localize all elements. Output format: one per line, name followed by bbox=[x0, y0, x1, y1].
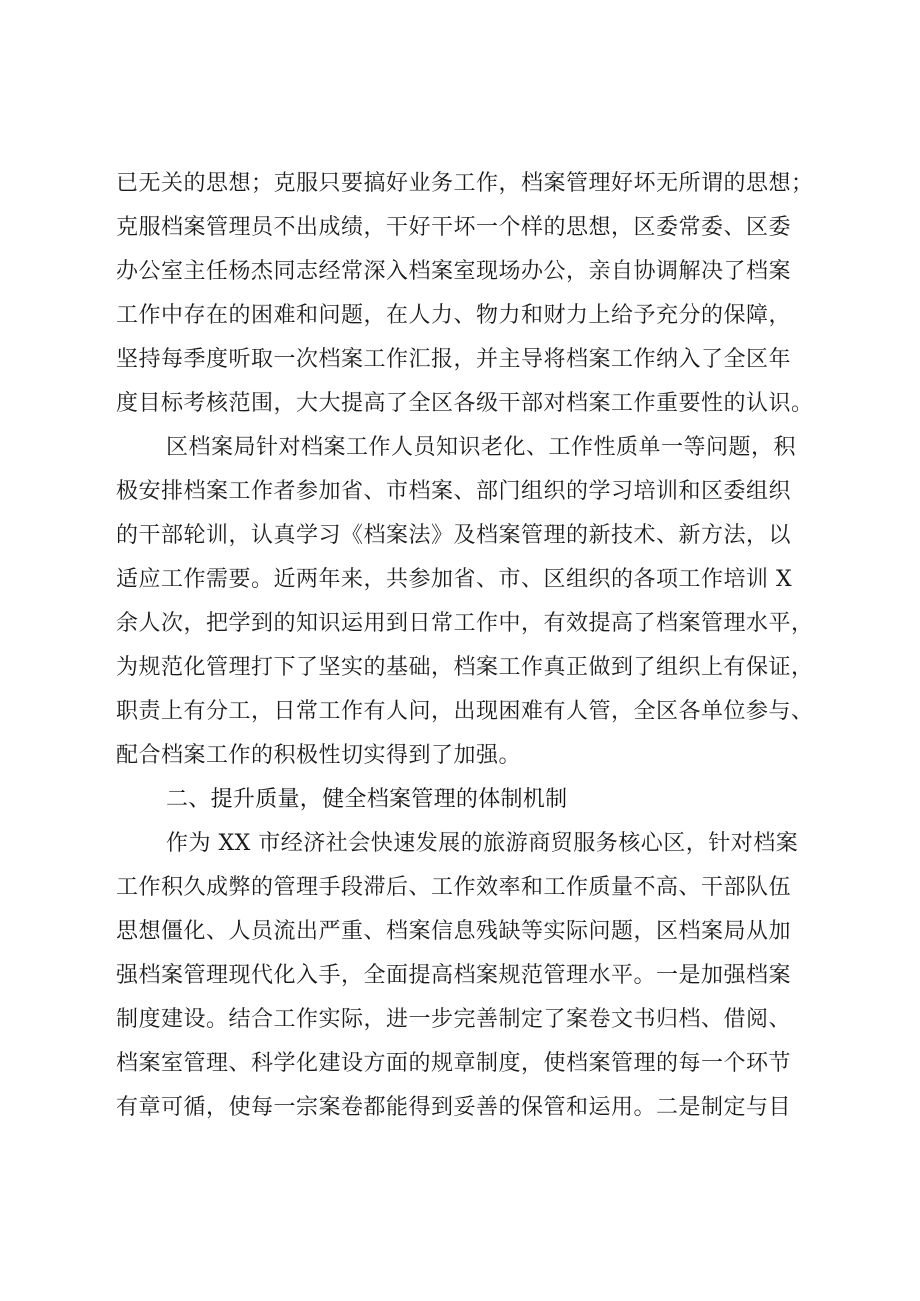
paragraph-line: 克服档案管理员不出成绩，干好干坏一个样的思想，区委常委、区委 bbox=[116, 215, 792, 240]
paragraph-line: 坚持每季度听取一次档案工作汇报，并主导将档案工作纳入了全区年 bbox=[116, 347, 792, 372]
paragraph-line: 配合档案工作的积极性切实得到了加强。 bbox=[116, 743, 522, 768]
paragraph-line: 区档案局针对档案工作人员知识老化、工作性质单一等问题，积 bbox=[166, 435, 797, 460]
paragraph-line: 的干部轮训，认真学习《档案法》及档案管理的新技术、新方法，以 bbox=[116, 523, 792, 548]
paragraph-line: 已无关的思想；克服只要搞好业务工作，档案管理好坏无所谓的思想； bbox=[116, 171, 814, 196]
paragraph-line: 档案室管理、科学化建设方面的规章制度，使档案管理的每一个环节 bbox=[116, 1051, 792, 1076]
paragraph-line: 度目标考核范围，大大提高了全区各级干部对档案工作重要性的认识。 bbox=[116, 391, 814, 416]
paragraph-line: 强档案管理现代化入手，全面提高档案规范管理水平。一是加强档案 bbox=[116, 963, 792, 988]
paragraph-line: 制度建设。结合工作实际，进一步完善制定了案卷文书归档、借阅、 bbox=[116, 1007, 792, 1032]
paragraph-line: 工作积久成弊的管理手段滞后、工作效率和工作质量不高、干部队伍 bbox=[116, 875, 792, 900]
paragraph-line: 适应工作需要。近两年来，共参加省、市、区组织的各项工作培训 X bbox=[116, 567, 793, 592]
paragraph-line: 思想僵化、人员流出严重、档案信息残缺等实际问题，区档案局从加 bbox=[116, 919, 792, 944]
paragraph-line: 职责上有分工，日常工作有人问，出现困难有人管，全区各单位参与、 bbox=[116, 699, 814, 724]
paragraph-line: 作为 XX 市经济社会快速发展的旅游商贸服务核心区，针对档案 bbox=[166, 831, 799, 856]
paragraph-line: 有章可循，使每一宗案卷都能得到妥善的保管和运用。二是制定与目 bbox=[116, 1095, 792, 1120]
paragraph-line: 极安排档案工作者参加省、市档案、部门组织的学习培训和区委组织 bbox=[116, 479, 792, 504]
paragraph-line: 余人次，把学到的知识运用到日常工作中，有效提高了档案管理水平， bbox=[116, 611, 814, 636]
section-heading: 二、提升质量，健全档案管理的体制机制 bbox=[166, 787, 568, 812]
paragraph-line: 办公室主任杨杰同志经常深入档案室现场办公，亲自协调解决了档案 bbox=[116, 259, 792, 284]
paragraph-line: 为规范化管理打下了坚实的基础，档案工作真正做到了组织上有保证， bbox=[116, 655, 814, 680]
paragraph-line: 工作中存在的困难和问题，在人力、物力和财力上给予充分的保障， bbox=[116, 303, 792, 328]
